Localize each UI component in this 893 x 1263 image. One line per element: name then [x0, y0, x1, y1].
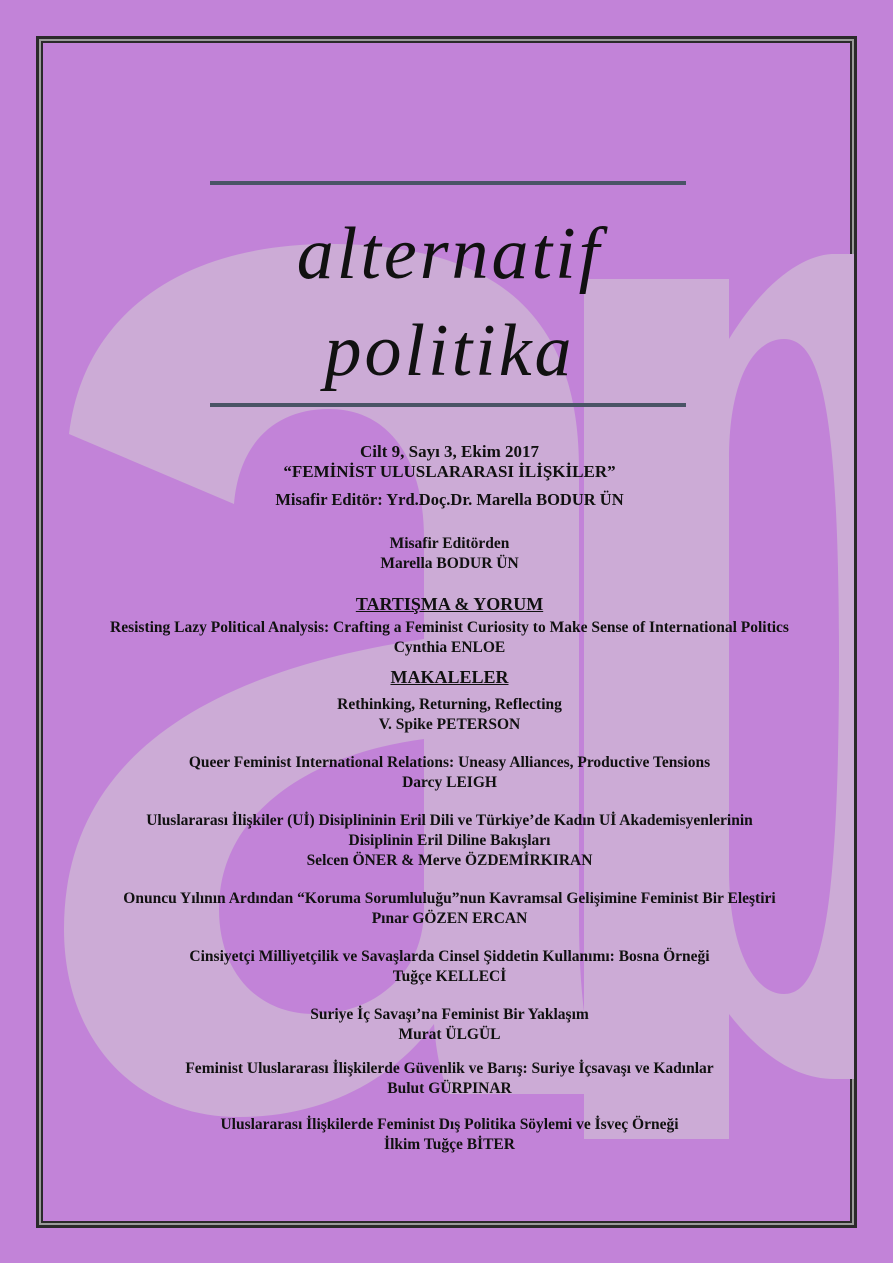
- article-title: Queer Feminist International Relations: Uneasy Alliances, Productive Tensions: [188, 754, 711, 771]
- issue-theme: “FEMİNİST ULUSLARARASI İLİŞKİLER”: [283, 462, 616, 481]
- article-title: Rethinking, Returning, Reflecting: [337, 696, 562, 713]
- top-rule: [210, 181, 686, 185]
- article-author: Murat ÜLGÜL: [398, 1026, 501, 1043]
- article-title-continued: Disiplinin Eril Diline Bakışları: [348, 832, 551, 849]
- journal-title-line1: alternatif: [296, 213, 603, 295]
- article-title: Suriye İç Savaşı’na Feminist Bir Yaklaşım: [310, 1006, 589, 1023]
- cover-frame: [36, 36, 857, 1228]
- editorial-title: Misafir Editörden: [389, 535, 510, 552]
- article-author: Darcy LEIGH: [402, 774, 497, 791]
- article-title: Cinsiyetçi Milliyetçilik ve Savaşlarda Cinsel Şiddetin Kullanımı: Bosna Örneği: [189, 948, 710, 965]
- article-title: Feminist Uluslararası İlişkilerde Güvenlik ve Barış: Suriye İçsavaşı ve Kadınlar: [185, 1060, 714, 1077]
- section-heading-discussion: TARTIŞMA & YORUM: [355, 594, 544, 614]
- bottom-rule: [210, 403, 686, 407]
- article-author: Pınar GÖZEN ERCAN: [371, 910, 528, 927]
- article-title: Uluslararası İlişkilerde Feminist Dış Politika Söylemi ve İsveç Örneği: [220, 1116, 679, 1133]
- article-author: Tuğçe KELLECİ: [392, 968, 507, 985]
- article-author: V. Spike PETERSON: [378, 716, 521, 733]
- article-title: Uluslararası İlişkiler (Uİ) Disiplininin Eril Dili ve Türkiye’de Kadın Uİ Akademisyenlerinin: [146, 812, 753, 829]
- guest-editor-line: Misafir Editör: Yrd.Doç.Dr. Marella BODUR ÜN: [275, 490, 624, 509]
- editorial-author: Marella BODUR ÜN: [380, 555, 519, 572]
- section-heading-articles: MAKALELER: [390, 667, 509, 687]
- article-author: İlkim Tuğçe BİTER: [384, 1136, 515, 1153]
- journal-title-line2: politika: [324, 310, 575, 392]
- article-author: Cynthia ENLOE: [393, 639, 506, 656]
- table-of-contents: [39, 442, 857, 1155]
- article-author: Bulut GÜRPINAR: [387, 1080, 512, 1097]
- article-author: Selcen ÖNER & Merve ÖZDEMİRKIRAN: [306, 852, 593, 869]
- article-title: Onuncu Yılının Ardından “Koruma Sorumluluğu”nun Kavramsal Gelişimine Feminist Bir Eleştiri: [123, 890, 776, 907]
- volume-issue-line: Cilt 9, Sayı 3, Ekim 2017: [360, 442, 539, 461]
- article-title: Resisting Lazy Political Analysis: Crafting a Feminist Curiosity to Make Sense of International Politics: [110, 619, 789, 636]
